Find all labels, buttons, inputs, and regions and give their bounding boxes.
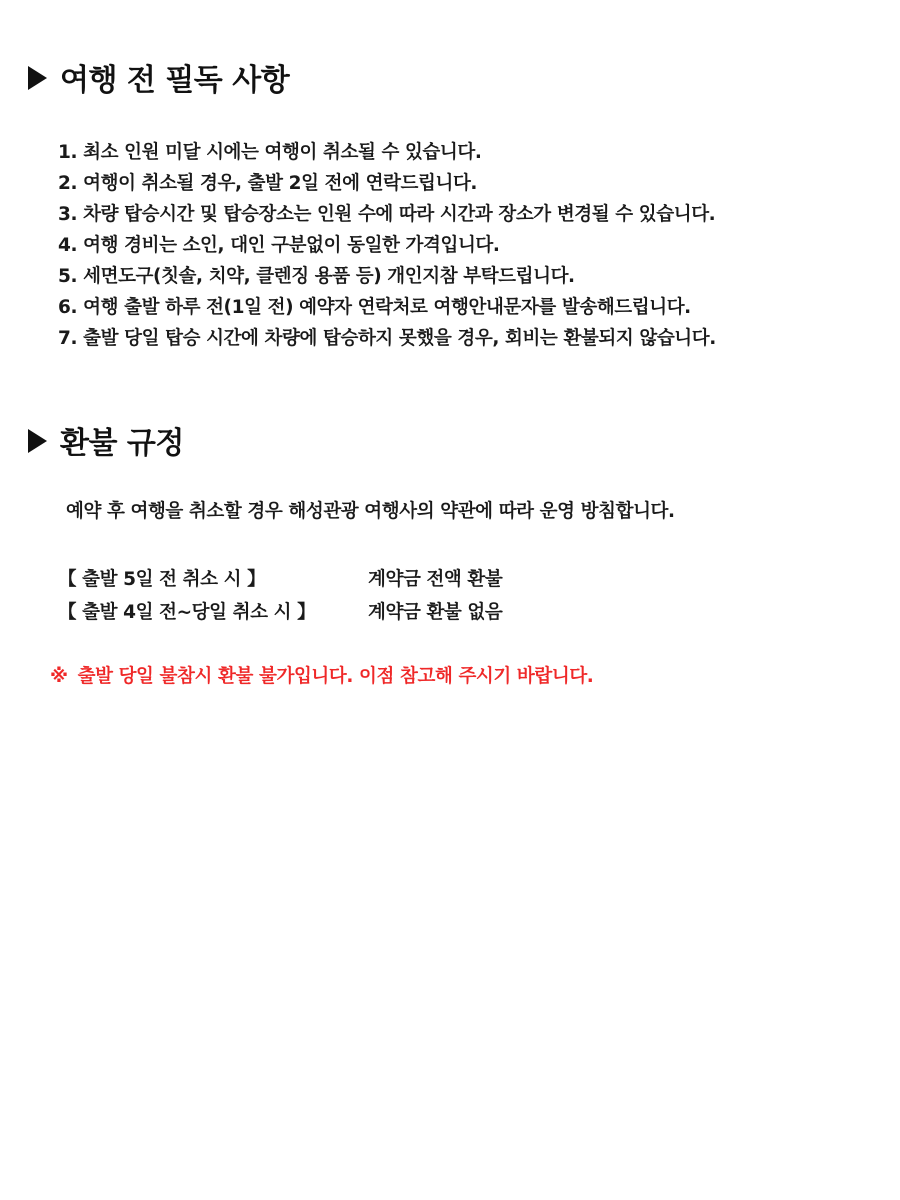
refund-value: 계약금 환불 없음: [368, 602, 503, 623]
refund-policy-table: [58, 563, 502, 629]
refund-policy-intro: 예약 후 여행을 취소할 경우 해성관광 여행사의 약관에 따라 운영 방침합니다.: [66, 501, 675, 522]
section-heading-travel-notice: [28, 55, 289, 99]
list-item: 3. 차량 탑승시간 및 탑승장소는 인원 수에 따라 시간과 장소가 변경될 수 있습니다.: [58, 204, 716, 225]
list-item: 5. 세면도구(칫솔, 치약, 클렌징 용품 등) 개인지참 부탁드립니다.: [58, 266, 575, 287]
refund-warning-text: 출발 당일 불참시 환불 불가입니다. 이점 참고해 주시기 바랍니다.: [77, 666, 594, 687]
asterisk-icon: ※: [50, 666, 68, 687]
refund-term: 【 출발 5일 전 취소 시 】: [58, 569, 266, 590]
list-item: 7. 출발 당일 탑승 시간에 차량에 탑승하지 못했을 경우, 회비는 환불되지 않습니다.: [58, 328, 716, 349]
table-row: [58, 563, 502, 596]
triangle-bullet-icon: [28, 429, 47, 453]
list-item: 6. 여행 출발 하루 전(1일 전) 예약자 연락처로 여행안내문자를 발송해드립니다.: [58, 297, 691, 318]
list-item: 1. 최소 인원 미달 시에는 여행이 취소될 수 있습니다.: [58, 142, 482, 163]
refund-term: 【 출발 4일 전~당일 취소 시 】: [58, 602, 316, 623]
triangle-bullet-icon: [28, 66, 47, 90]
refund-warning-note: [50, 662, 593, 688]
table-row: [58, 596, 502, 629]
refund-value: 계약금 전액 환불: [368, 569, 503, 590]
list-item: 2. 여행이 취소될 경우, 출발 2일 전에 연락드립니다.: [58, 173, 478, 194]
list-item: 4. 여행 경비는 소인, 대인 구분없이 동일한 가격입니다.: [58, 235, 500, 256]
travel-notice-list: [58, 137, 716, 354]
section-heading-refund-policy: [28, 418, 184, 462]
section-heading-text: 환불 규정: [60, 426, 184, 461]
section-heading-text: 여행 전 필독 사항: [60, 63, 290, 98]
